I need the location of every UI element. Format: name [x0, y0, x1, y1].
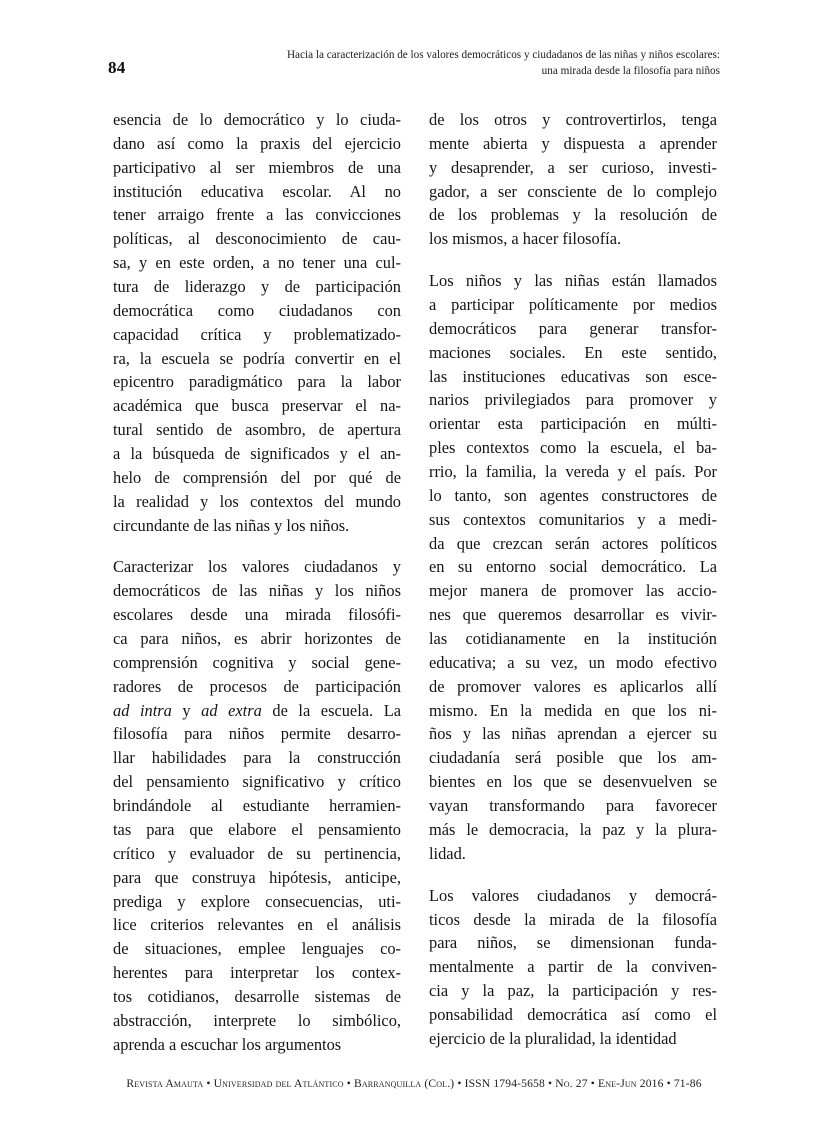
text-line: aprenda a escuchar los argumentos	[113, 1034, 342, 1054]
text-line: mejor manera de promover las accio-	[429, 581, 717, 601]
text-line: educativa; a su vez, un modo efectivo	[429, 652, 717, 672]
running-head-line-2: una mirada desde la filosofía para niños	[541, 64, 720, 77]
text-line: democráticos para generar transfor-	[429, 318, 717, 338]
paragraph	[113, 555, 401, 1056]
text-line: y desaprender, a ser curioso, investi-	[429, 157, 717, 177]
text-line: lice criterios relevantes en el análisis	[113, 915, 401, 935]
text-line: sus contextos comunitarios y a medi-	[429, 509, 717, 529]
text-line: en su entorno social democrático. La	[429, 557, 717, 577]
text-line: para niños, se dimensionan funda-	[429, 933, 717, 953]
text-line: ticos desde la mirada de la filosofía	[429, 909, 717, 929]
text-line: tura de liderazgo y de participación	[113, 277, 401, 297]
text-line: bientes en los que se desenvuelven se	[429, 772, 717, 792]
left-column	[113, 108, 401, 1054]
text-line: orientar esta participación en múlti-	[429, 414, 717, 434]
text-line: lo tanto, son agentes constructores de	[429, 485, 717, 505]
text-line: da que crezcan serán actores políticos	[429, 533, 717, 553]
running-head	[108, 48, 720, 80]
text-line: académica que busca preservar el na-	[113, 396, 401, 416]
text-line: ples contextos como la escuela, el ba-	[429, 438, 717, 458]
text-line: mente abierta y dispuesta a aprender	[429, 133, 717, 153]
text-line: epicentro paradigmático para la labor	[113, 372, 401, 392]
latin-phrase-ad-intra: ad intra	[113, 700, 172, 720]
text-line: para que construya hipótesis, anticipe,	[113, 867, 401, 887]
text-line: los mismos, a hacer filosofía.	[429, 229, 622, 249]
text-line: vayan transformando para favorecer	[429, 796, 717, 816]
text-line: mentalmente a partir de la conviven-	[429, 957, 717, 977]
text-line: las cotidianamente en la institución	[429, 629, 717, 649]
text-line: ra, la escuela se podría convertir en el	[113, 348, 401, 368]
text-line: institución educativa escolar. Al no	[113, 181, 401, 201]
text-line: tas para que elabore el pensamiento	[113, 819, 401, 839]
text-line: tural sentido de asombro, de apertura	[113, 420, 401, 440]
text-line: tos cotidianos, desarrolle sistemas de	[113, 986, 401, 1006]
text-line: capacidad crítica y problematizado-	[113, 324, 401, 344]
text-line: dano así como la praxis del ejercicio	[113, 133, 401, 153]
body-columns	[113, 108, 717, 1054]
text-line: ños y las niñas aprendan a ejercer su	[429, 724, 717, 744]
page-footer: Revista Amauta • Universidad del Atlántico • Barranquilla (Col.) • ISSN 1794-5658 • No. 27 • Ene-Jun 2016 • 71-86	[126, 1077, 702, 1090]
text-line: circundante de las niñas y los niños.	[113, 515, 350, 535]
text-line: helo de comprensión del por qué de	[113, 467, 401, 487]
text-line: democráticos de las niñas y los niños	[113, 581, 401, 601]
text-line: democrática como ciudadanos con	[113, 300, 401, 320]
text-line: brindándole al estudiante herramien-	[113, 796, 401, 816]
text-line: maciones sociales. En este sentido,	[429, 342, 717, 362]
text-line: tener arraigo frente a las convicciones	[113, 205, 401, 225]
text-line: comprensión cognitiva y social gene-	[113, 652, 401, 672]
text-line: narios privilegiados para promover y	[429, 390, 717, 410]
text-line: Caracterizar los valores ciudadanos y	[113, 557, 401, 577]
text-line: rrio, la familia, la vereda y el país. Por	[429, 462, 717, 482]
right-column	[429, 108, 717, 1048]
text-line: políticas, al desconocimiento de cau-	[113, 229, 401, 249]
text-line: crítico y evaluador de su pertinencia,	[113, 843, 401, 863]
text-line: abstracción, interprete lo simbólico,	[113, 1010, 401, 1030]
page-number: 84	[108, 58, 126, 77]
text-line: gador, a ser consciente de lo complejo	[429, 181, 717, 201]
text-line: a la búsqueda de significados y el an-	[113, 444, 401, 464]
text-line: del pensamiento significativo y crítico	[113, 772, 401, 792]
running-head-line-1: Hacia la caracterización de los valores democráticos y ciudadanos de las niñas y niños escolares:	[286, 49, 720, 61]
paragraph	[429, 108, 717, 251]
text-line: nes que queremos desarrollar es vivir-	[429, 605, 717, 625]
text-line: llar habilidades para la construcción	[113, 748, 401, 768]
text-line: de los otros y controvertirlos, tenga	[429, 110, 717, 129]
text-line: mismo. En la medida en que los ni-	[429, 700, 717, 720]
text-line: filosofía para niños permite desarro-	[113, 724, 401, 744]
paragraph	[429, 884, 717, 1051]
text-line: prediga y explore consecuencias, uti-	[113, 891, 401, 911]
text-line: de situaciones, emplee lenguajes co-	[113, 939, 401, 959]
text-line: radores de procesos de participación	[113, 676, 401, 696]
text-line: ejercicio de la pluralidad, la identidad	[429, 1028, 677, 1048]
text-line: participativo al ser miembros de una	[113, 157, 401, 177]
text-line: de promover valores es aplicarlos allí	[429, 676, 717, 696]
text-line: herentes para interpretar los contex-	[113, 963, 401, 983]
text-line: ca para niños, es abrir horizontes de	[113, 629, 401, 649]
text-line: esencia de lo democrático y lo ciuda-	[113, 110, 401, 129]
text-line: ad intra y ad extra de la escuela. La	[113, 700, 401, 720]
text-line: cia y la paz, la participación y res-	[429, 981, 717, 1001]
latin-phrase-ad-extra: ad extra	[201, 700, 262, 720]
text-line: ciudadanía será posible que los am-	[429, 748, 717, 768]
text-line: de los problemas y la resolución de	[429, 205, 717, 225]
text-line: Los valores ciudadanos y democrá-	[429, 885, 717, 905]
text-line: Los niños y las niñas están llamados	[429, 271, 717, 291]
text-line: las instituciones educativas son esce-	[429, 366, 717, 386]
text-line: escolares desde una mirada filosófi-	[113, 605, 401, 625]
text-line: ponsabilidad democrática así como el	[429, 1004, 717, 1024]
text-line: la realidad y los contextos del mundo	[113, 491, 401, 511]
paragraph	[113, 108, 401, 537]
text-line: más le democracia, la paz y la plura-	[429, 819, 717, 839]
paragraph	[429, 269, 717, 865]
text-line: a participar políticamente por medios	[429, 295, 717, 315]
text-line: sa, y en este orden, a no tener una cul-	[113, 253, 401, 273]
running-head-title	[287, 48, 720, 80]
text-line: lidad.	[429, 843, 466, 863]
